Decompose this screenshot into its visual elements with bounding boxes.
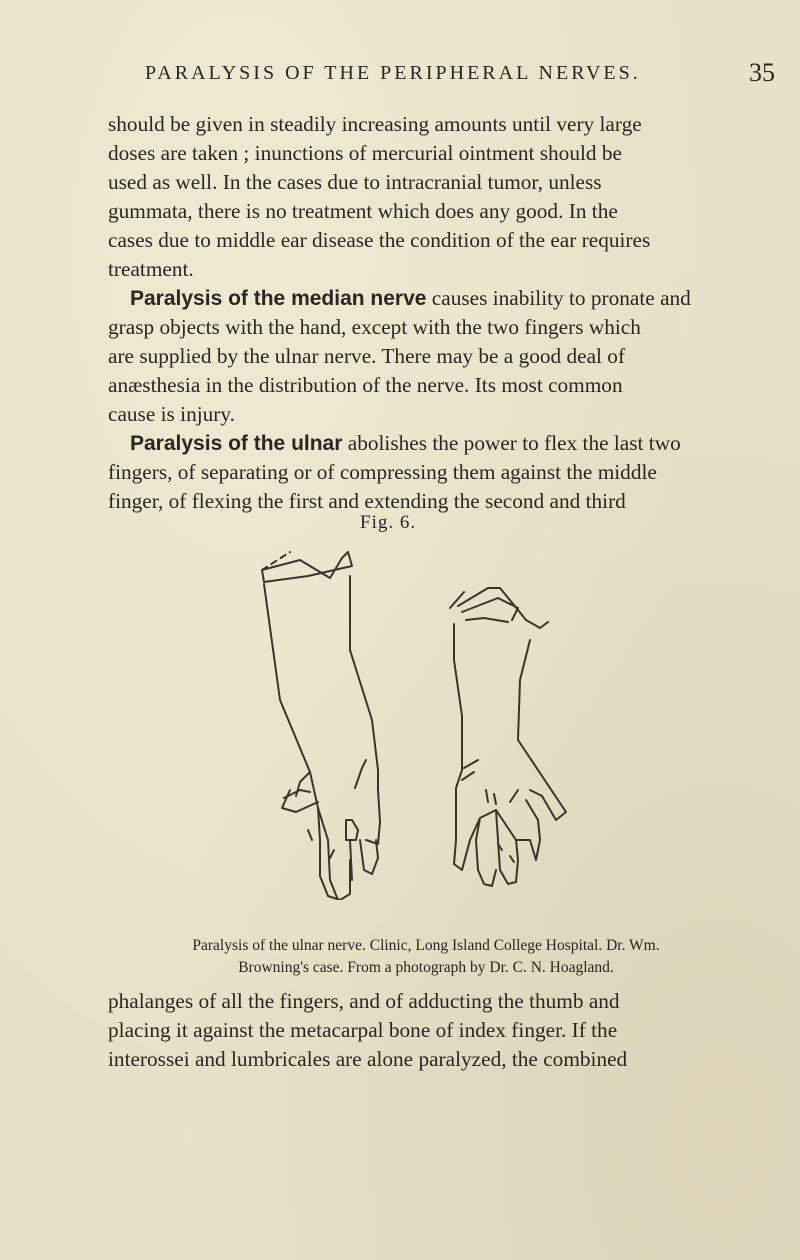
figure-label: Fig. 6.	[360, 512, 417, 533]
text-fragment: abolishes the power to flex the last two	[342, 431, 681, 455]
text-fragment: causes inability to pronate and	[426, 286, 691, 310]
page-number: 35	[749, 58, 775, 87]
text-line: cause is injury.	[108, 402, 235, 426]
paragraph-phalanges	[108, 987, 740, 1074]
paragraph-median-nerve	[108, 284, 740, 429]
text-line: interossei and lumbricales are alone paralyzed, the combined	[108, 1047, 628, 1071]
right-hand-drawing	[450, 588, 566, 886]
text-line: anæsthesia in the distribution of the nerve. Its most common	[108, 373, 623, 397]
text-line: treatment.	[108, 257, 194, 281]
text-line: should be given in steadily increasing amounts until very large	[108, 112, 642, 136]
running-title: PARALYSIS OF THE PERIPHERAL NERVES.	[145, 62, 641, 84]
text-line: fingers, of separating or of compressing them against the middle	[108, 460, 657, 484]
left-hand-drawing	[262, 552, 380, 900]
ulnar-paralysis-illustration	[200, 540, 620, 900]
median-nerve-heading: Paralysis of the median nerve	[130, 287, 427, 310]
text-line	[108, 429, 740, 458]
text-line: doses are taken ; inunctions of mercurial ointment should be	[108, 141, 622, 165]
text-line: gummata, there is no treatment which does any good. In the	[108, 199, 618, 223]
paragraph-treatment	[108, 110, 740, 284]
caption-line: Paralysis of the ulnar nerve. Clinic, Long Island College Hospital. Dr. Wm.	[192, 937, 660, 954]
running-head	[145, 58, 775, 87]
paragraph-ulnar-nerve	[108, 429, 740, 516]
text-line	[108, 284, 740, 313]
text-line: placing it against the metacarpal bone of index finger. If the	[108, 1018, 618, 1042]
caption-line: Browning's case. From a photograph by Dr. C. N. Hoagland.	[238, 959, 614, 976]
text-line: finger, of flexing the first and extending the second and third	[108, 489, 626, 513]
text-line: cases due to middle ear disease the condition of the ear requires	[108, 228, 651, 252]
ulnar-nerve-heading: Paralysis of the ulnar	[130, 432, 343, 455]
text-line: grasp objects with the hand, except with the two fingers which	[108, 315, 641, 339]
text-line: used as well. In the cases due to intracranial tumor, unless	[108, 170, 602, 194]
text-line: phalanges of all the fingers, and of adducting the thumb and	[108, 989, 620, 1013]
figure-caption	[136, 935, 716, 979]
text-line: are supplied by the ulnar nerve. There may be a good deal of	[108, 344, 626, 368]
